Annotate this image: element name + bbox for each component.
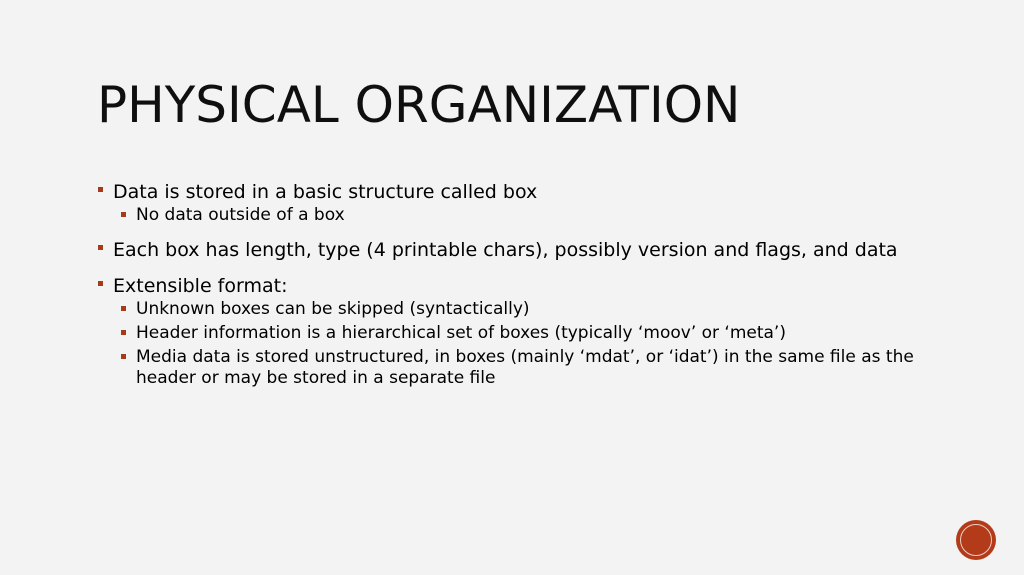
ring-icon [960,524,992,556]
sub-list-item [97,323,977,344]
bullet-text: Each box has length, type (4 printable chars), possibly version and flags, and data [113,239,898,261]
sub-bullet-text: Unknown boxes can be skipped (syntactically) [136,299,530,319]
sub-bullet-text: Media data is stored unstructured, in boxes (mainly ‘mdat’, or ‘idat’) in the same file as the header or may be stored in a separate file [136,347,914,388]
sub-bullet-text: No data outside of a box [136,205,345,225]
sub-list-item [97,347,977,389]
slide-title: PHYSICAL ORGANIZATION [97,76,741,134]
bullet-text: Extensible format: [113,275,288,297]
bullet-square-icon [121,330,126,335]
bullet-list [97,178,977,389]
sub-list-item [97,205,977,226]
list-item [97,236,977,264]
sub-bullet-text: Header information is a hierarchical set of boxes (typically ‘moov’ or ‘meta’) [136,323,786,343]
list-item [97,178,977,206]
sub-list-item [97,299,977,320]
round-nav-button-icon[interactable] [957,521,995,559]
bullet-text: Data is stored in a basic structure called box [113,181,538,203]
bullet-square-icon [121,306,126,311]
bullet-square-icon [98,245,103,250]
bullet-square-icon [98,187,103,192]
bullet-square-icon [121,354,126,359]
list-item [97,272,977,300]
bullet-square-icon [121,212,126,217]
bullet-square-icon [98,281,103,286]
